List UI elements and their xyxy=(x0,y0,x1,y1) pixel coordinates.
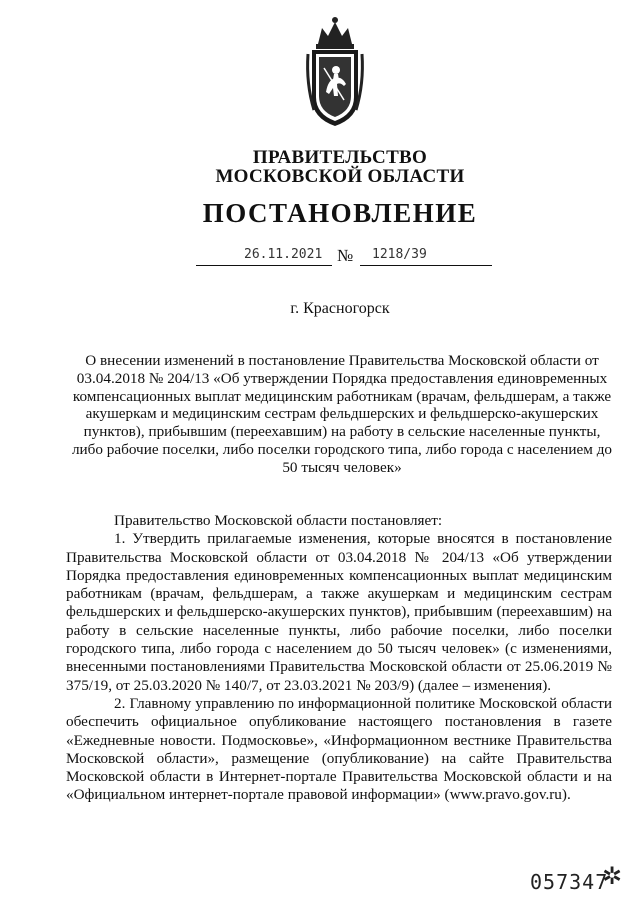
city: г. Красногорск xyxy=(290,300,390,317)
document-body xyxy=(66,512,612,805)
document-type: ПОСТАНОВЛЕНИЕ xyxy=(202,198,478,228)
body-paragraph-2: 2. Главному управлению по информационной политике Московской области обеспечить официальное опубликование настоящего постановления в газете «Ежедневные новости. Подмосковье», «Информационном вестнике Правительства Московской области», размещение (опубликование) на сайте Правительства Московской области в Интернет-портале Правительства Московской области и на «Официальном интернет-портале правовой информации» (www.pravo.gov.ru). xyxy=(66,694,612,804)
coat-of-arms-icon xyxy=(304,14,366,130)
date-number-row xyxy=(0,246,640,270)
body-paragraph-1: 1. Утвердить прилагаемые изменения, которые вносятся в постановление Правительства Московской области от 03.04.2018 № 204/13 «Об утверждении Порядка предоставления единовременных компенсационных выплат медицинским работникам (врачам, фельдшерам, а также акушеркам и медицинским сестрам фельдшерских и фельдшерско-акушерских пунктов), прибывшим (переехавшим) на работу в сельские населенные пункты, либо рабочие поселки, либо поселки городского типа, либо города с населением до 50 тысяч человек» (с изменениями, внесенными постановлениями Правительства Московской области от 25.06.2019 № 375/19, от 25.03.2020 № 140/7, от 23.03.2021 № 203/9) (далее – изменения). xyxy=(66,530,612,694)
document-number: 1218/39 xyxy=(372,247,427,262)
asterisk-mark-icon: ✲ xyxy=(602,862,623,890)
body-intro: Правительство Московской области постановляет: xyxy=(114,512,443,529)
serial-number: 057347 xyxy=(530,870,609,894)
document-date: 26.11.2021 xyxy=(244,247,323,262)
number-underline xyxy=(360,265,492,266)
number-sign: № xyxy=(337,246,354,265)
organization-line-2: МОСКОВСКОЙ ОБЛАСТИ xyxy=(215,166,465,187)
date-underline xyxy=(196,265,332,266)
organization-line-1: ПРАВИТЕЛЬСТВО xyxy=(252,147,428,168)
document-title: О внесении изменений в постановление Правительства Московской области от 03.04.2018 № 204/13 «Об утверждении Порядка предоставления единовременных компенсационных выплат медицинским работникам (врачам, фельдшерам, а также акушеркам и медицинским сестрам фельдшерских и фельдшерско-акушерских пунктов), прибывшим (переехавшим) на работу в сельские населенные пункты, либо рабочие поселки, либо поселки городского типа, либо города с населением до 50 тысяч человек» xyxy=(71,352,613,476)
